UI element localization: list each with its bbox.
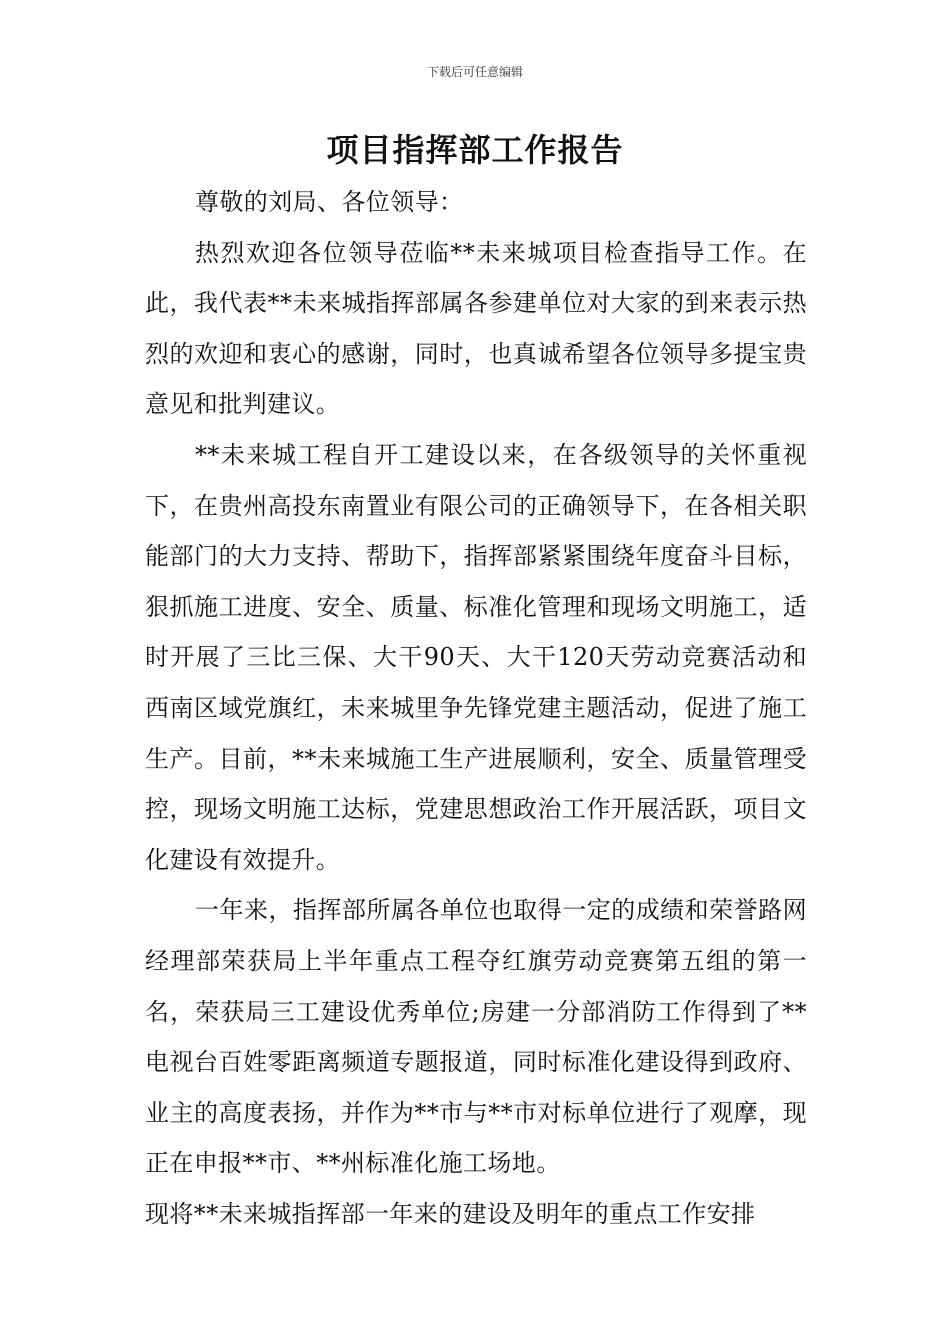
document-title: 项目指挥部工作报告 bbox=[326, 131, 624, 169]
paragraph-welcome: 热烈欢迎各位领导莅临**未来城项目检查指导工作。在此，我代表**未来城指挥部属各参建单位对大家的到来表示热烈的欢迎和衷心的感谢，同时，也真诚希望各位领导多提宝贵意见和批判建议。 bbox=[145, 238, 807, 419]
header-note: 下载后可任意编辑 bbox=[426, 65, 523, 79]
paragraph-achievements: 一年来，指挥部所属各单位也取得一定的成绩和荣誉路网经理部荣获局上半年重点工程夺红旗劳动竞赛第五组的第一名，荣获局三工建设优秀单位;房建一分部消防工作得到了**电视台百姓零距离频道专题报道，同时标准化建设得到政府、业主的高度表扬，并作为**市与**市对标单位进行了观摩，现正在申报**市、**州标准化施工场地。 bbox=[145, 896, 807, 1178]
paragraph-summary-intro: 现将**未来城指挥部一年来的建设及明年的重点工作安排 bbox=[145, 1199, 756, 1228]
paragraph-salutation: 尊敬的刘局、各位领导： bbox=[195, 188, 464, 216]
document-body bbox=[145, 177, 807, 1239]
paragraph-progress: **未来城工程自开工建设以来，在各级领导的关怀重视下，在贵州高投东南置业有限公司的正确领导下，在各相关职能部门的大力支持、帮助下，指挥部紧紧围绕年度奋斗目标，狠抓施工进度、安全、质量、标准化管理和现场文明施工，适时开展了三比三保、大干90天、大干120天劳动竞赛活动和西南区域党旗红，未来城里争先锋党建主题活动，促进了施工生产。目前，**未来城施工生产进展顺利，安全、质量管理受控，现场文明施工达标，党建思想政治工作开展活跃，项目文化建设有效提升。 bbox=[145, 440, 807, 874]
